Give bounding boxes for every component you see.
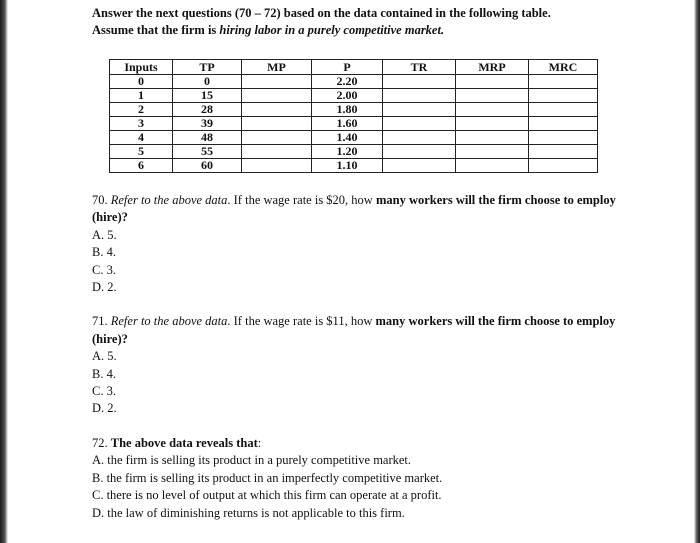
option-c: C. 3.	[92, 384, 116, 399]
cell-mrp	[456, 145, 529, 159]
cell-tp: 15	[173, 89, 242, 103]
cell-mrc	[529, 145, 598, 159]
cell-p: 1.60	[312, 117, 383, 131]
cell-p: 2.20	[312, 75, 383, 89]
cell-p: 2.00	[312, 89, 383, 103]
cell-p: 1.80	[312, 103, 383, 117]
question-70	[92, 192, 652, 296]
cell-tr	[383, 145, 456, 159]
question-bold-text: many workers will the firm choose to employ (hire)?	[92, 193, 616, 225]
cell-tp: 0	[173, 75, 242, 89]
question-stem	[92, 192, 652, 227]
question-72	[92, 435, 652, 522]
option-a: A. 5.	[92, 227, 117, 242]
cell-mrp	[456, 75, 529, 89]
table-row	[110, 89, 598, 103]
cell-p: 1.40	[312, 131, 383, 145]
cell-mp	[242, 89, 312, 103]
cell-mrp	[456, 131, 529, 145]
header-mrp: MRP	[456, 60, 529, 75]
cell-tr	[383, 131, 456, 145]
option-d: D. 2.	[92, 401, 117, 416]
option-b: B. the firm is selling its product in an imperfectly competitive market.	[92, 470, 443, 485]
question-number: 71.	[92, 314, 111, 329]
cell-tp: 55	[173, 145, 242, 159]
option-b: B. 4.	[92, 245, 116, 260]
right-dark-edge	[694, 0, 700, 543]
instructions-line-2-prefix: Assume that the firm is	[92, 23, 220, 37]
option-d: D. the law of diminishing returns is not applicable to this firm.	[92, 505, 405, 520]
cell-mp	[242, 75, 312, 89]
question-text: . If the wage rate is $20, how	[227, 193, 376, 207]
cell-mrp	[456, 103, 529, 117]
cell-tr	[383, 117, 456, 131]
cell-inputs: 0	[110, 75, 173, 89]
cell-mrc	[529, 159, 598, 173]
cell-mrp	[456, 159, 529, 173]
table-row	[110, 75, 598, 89]
cell-inputs: 6	[110, 159, 173, 173]
question-stem	[92, 435, 652, 452]
cell-tr	[383, 159, 456, 173]
option-d: D. 2.	[92, 280, 117, 295]
cell-tp: 28	[173, 103, 242, 117]
cell-p: 1.20	[312, 145, 383, 159]
cell-mp	[242, 145, 312, 159]
instructions-line-1: Answer the next questions (70 – 72) based on the data contained in the following table.	[92, 6, 551, 20]
question-text: . If the wage rate is $11, how	[227, 314, 376, 329]
cell-mp	[242, 103, 312, 117]
header-mp: MP	[242, 60, 312, 75]
cell-mrc	[529, 103, 598, 117]
option-c: C. 3.	[92, 262, 116, 277]
cell-mrc	[529, 117, 598, 131]
cell-mp	[242, 159, 312, 173]
cell-inputs: 2	[110, 103, 173, 117]
cell-mp	[242, 131, 312, 145]
header-mrc: MRC	[529, 60, 598, 75]
cell-inputs: 4	[110, 131, 173, 145]
left-dark-edge	[0, 0, 8, 543]
cell-mrp	[456, 89, 529, 103]
option-b: B. 4.	[92, 366, 116, 381]
header-inputs: Inputs	[110, 60, 173, 75]
cell-mrc	[529, 89, 598, 103]
table-row	[110, 145, 598, 159]
instructions	[92, 5, 652, 39]
table-row	[110, 103, 598, 117]
cell-mp	[242, 117, 312, 131]
cell-inputs: 5	[110, 145, 173, 159]
cell-tr	[383, 103, 456, 117]
header-tr: TR	[383, 60, 456, 75]
header-tp: TP	[173, 60, 242, 75]
option-a: A. 5.	[92, 349, 117, 364]
cell-p: 1.10	[312, 159, 383, 173]
cell-tr	[383, 75, 456, 89]
option-a: A. the firm is selling its product in a purely competitive market.	[92, 453, 412, 468]
cell-tp: 60	[173, 159, 242, 173]
question-71	[92, 313, 652, 417]
cell-inputs: 3	[110, 117, 173, 131]
question-text: :	[257, 435, 262, 450]
cell-tr	[383, 89, 456, 103]
instructions-line-2-italic: hiring labor in a purely competitive market.	[219, 23, 445, 37]
document-page	[92, 5, 652, 522]
cell-tp: 39	[173, 117, 242, 131]
cell-inputs: 1	[110, 89, 173, 103]
header-p: P	[312, 60, 383, 75]
question-stem	[92, 313, 652, 348]
option-c: C. there is no level of output at which this firm can operate at a profit.	[92, 488, 442, 503]
table-header-row	[110, 60, 598, 75]
cell-mrp	[456, 117, 529, 131]
question-bold-text: The above data reveals that	[110, 435, 258, 450]
question-bold-text: many workers will the firm choose to employ (hire)?	[92, 314, 616, 346]
cell-mrc	[529, 131, 598, 145]
table-row	[110, 159, 598, 173]
question-number: 72.	[92, 435, 111, 450]
question-number: 70.	[92, 193, 111, 207]
data-table	[109, 59, 598, 173]
question-reference: Refer to the above data	[110, 314, 228, 329]
table-row	[110, 117, 598, 131]
cell-mrc	[529, 75, 598, 89]
question-reference: Refer to the above data	[110, 193, 228, 207]
table-row	[110, 131, 598, 145]
cell-tp: 48	[173, 131, 242, 145]
